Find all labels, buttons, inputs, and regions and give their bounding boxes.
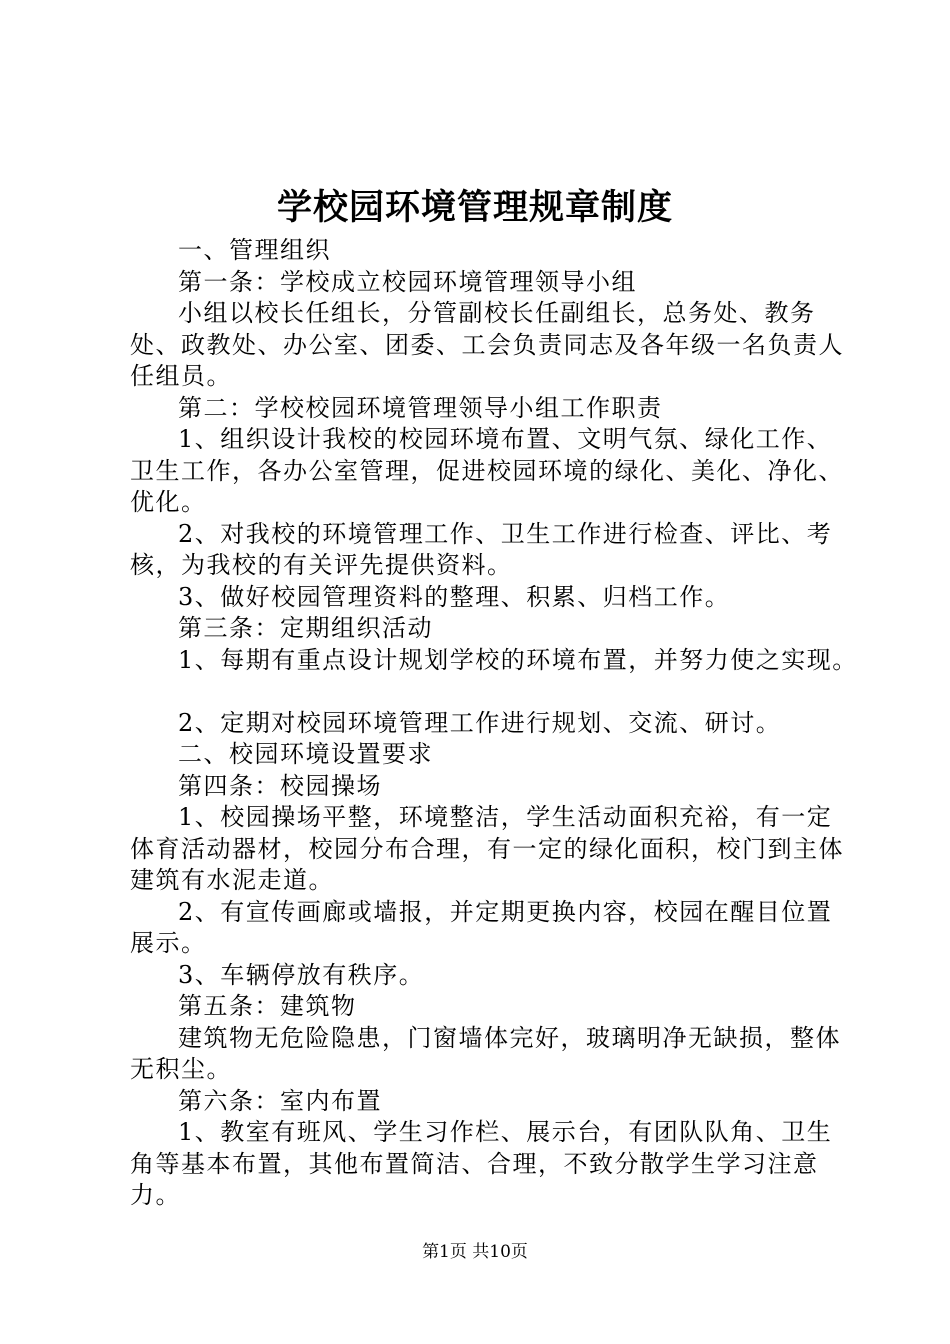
section-heading: 一、管理组织: [178, 236, 331, 264]
document-title: 学校园环境管理规章制度: [276, 187, 673, 228]
paragraph: 小组以校长任组长，分管副校长任副组长，总务处、教务处、政教处、办公室、团委、工会负责同志及各年级一名负责人任组员。: [130, 299, 844, 390]
page-footer: 第1页 共10页: [422, 1242, 528, 1262]
article-heading: 第三条：定期组织活动: [178, 614, 433, 642]
paragraph: 3、做好校园管理资料的整理、积累、归档工作。: [178, 582, 731, 611]
document-body: [130, 235, 858, 1212]
paragraph: 1、教室有班风、学生习作栏、展示台，有团队队角、卫生角等基本布置，其他布置简洁、合理，不致分散学生学习注意力。: [130, 1118, 833, 1209]
article-heading: 第二：学校校园环境管理领导小组工作职责: [178, 393, 663, 422]
article-heading: 第一条：学校成立校园环境管理领导小组: [178, 267, 637, 296]
paragraph: 建筑物无危险隐患，门窗墙体完好，玻璃明净无缺损，整体无积尘。: [130, 1023, 841, 1083]
paragraph: 2、定期对校园环境管理工作进行规划、交流、研讨。: [178, 708, 782, 737]
paragraph: 1、组织设计我校的校园环境布置、文明气氛、绿化工作、卫生工作，各办公室管理，促进校园环境的绿化、美化、净化、优化。: [130, 425, 844, 516]
paragraph: 2、有宣传画廊或墙报，并定期更换内容，校园在醒目位置展示。: [130, 897, 833, 957]
paragraph: 1、每期有重点设计规划学校的环境布置，并努力使之实现。: [178, 645, 858, 674]
article-heading: 第四条：校园操场: [178, 771, 382, 800]
paragraph: 3、车辆停放有秩序。: [178, 960, 425, 989]
blank-line: [130, 676, 850, 708]
article-heading: 第六条：室内布置: [178, 1086, 382, 1115]
article-heading: 第五条：建筑物: [178, 992, 357, 1020]
paragraph: 2、对我校的环境管理工作、卫生工作进行检查、评比、考核，为我校的有关评先提供资料。: [130, 519, 833, 579]
paragraph: 1、校园操场平整，环境整洁，学生活动面积充裕，有一定体育活动器材，校园分布合理，有一定的绿化面积，校门到主体建筑有水泥走道。: [130, 803, 844, 894]
section-heading: 二、校园环境设置要求: [178, 740, 433, 768]
